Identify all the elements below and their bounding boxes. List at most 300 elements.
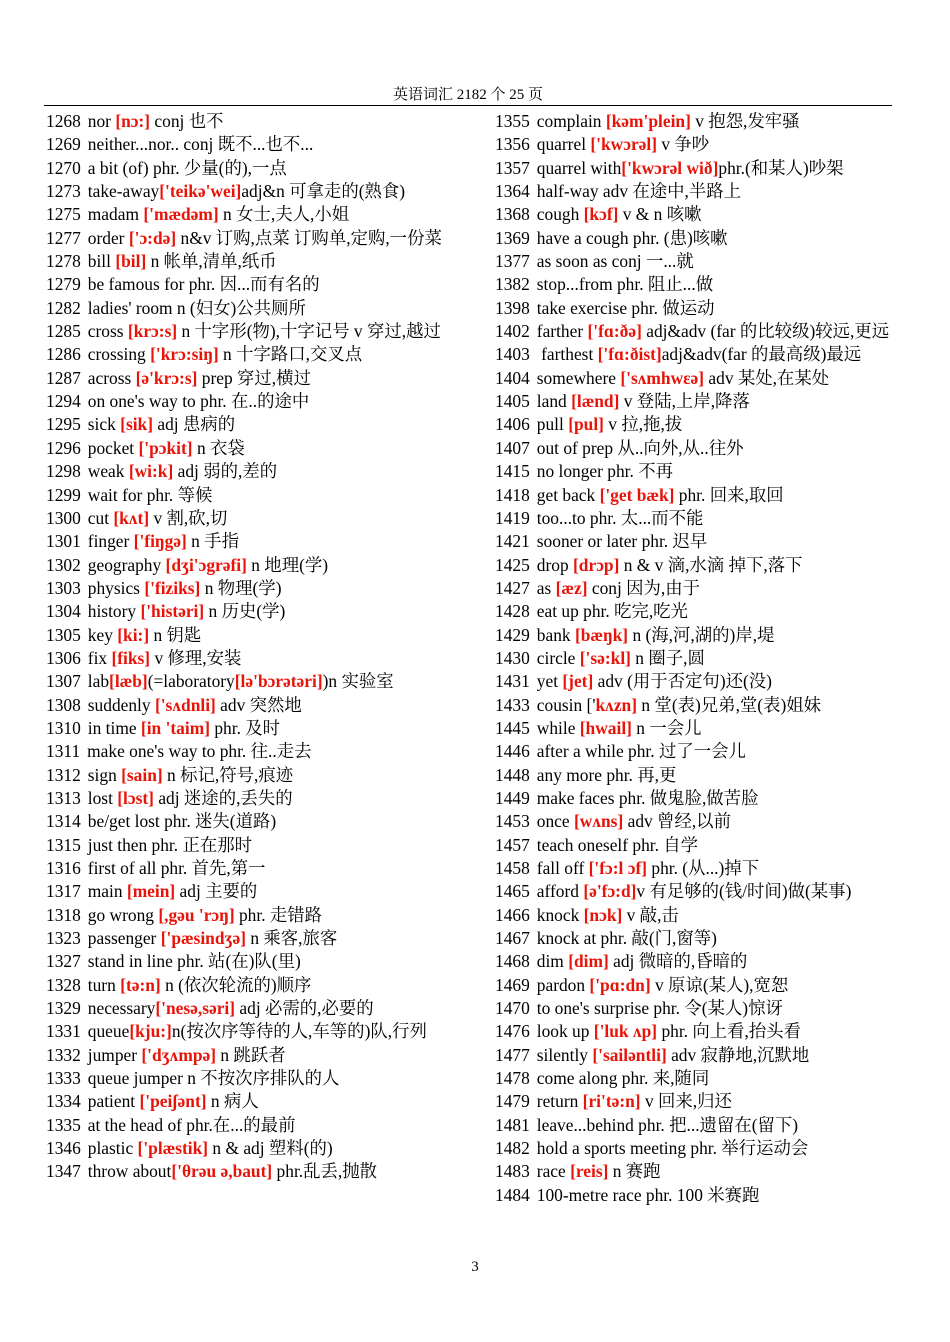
entry-word: silently	[536, 1044, 593, 1065]
entry-word: stand in line phr. 站(在)队(里)	[87, 951, 301, 972]
entry-word: queue jumper n 不按次序排队的人	[87, 1068, 340, 1089]
vocab-entry	[495, 1114, 895, 1137]
entry-number: 1377	[495, 251, 530, 272]
vocab-entry	[46, 787, 464, 810]
entry-word: main	[87, 881, 127, 902]
entry-phonetic: ['pɔkit]	[138, 437, 193, 458]
entry-definition: n & adj 塑料(的)	[208, 1138, 333, 1159]
entry-definition: adj 患病的	[153, 414, 236, 435]
entry-phonetic: [ki:]	[117, 624, 150, 645]
entry-phonetic: [lænd]	[571, 391, 620, 412]
entry-definition: n 圈子,圆	[630, 647, 705, 668]
entry-number: 1332	[46, 1044, 81, 1065]
entry-word: sick	[87, 414, 121, 435]
vocab-entry	[46, 880, 464, 903]
entry-number: 1277	[46, 227, 81, 248]
entry-number: 1318	[46, 904, 81, 925]
entry-word: be famous for phr. 因...而有名的	[87, 274, 320, 295]
entry-number: 1333	[46, 1068, 81, 1089]
entry-number: 1403	[495, 344, 530, 365]
entry-number: 1285	[46, 321, 81, 342]
entry-word: neither...nor.. conj 既不...也不...	[87, 134, 314, 155]
entry-definition: n 钥匙	[149, 624, 202, 645]
vocab-entry	[46, 413, 464, 436]
vocab-entry	[495, 1067, 895, 1090]
entry-word: land	[536, 391, 572, 412]
entry-word: farther	[536, 321, 588, 342]
entry-number: 1445	[495, 717, 530, 738]
entry-number: 1275	[46, 204, 81, 225]
entry-word: cough	[536, 204, 584, 225]
vocab-entry	[495, 974, 895, 997]
vocab-entry	[46, 180, 464, 203]
vocab-entry	[46, 974, 464, 997]
vocab-entry	[46, 297, 464, 320]
entry-word: leave...behind phr. 把...遗留在(留下)	[536, 1114, 799, 1135]
entry-phonetic: [lɔst]	[117, 787, 154, 808]
entry-word: knock at phr. 敲(门,窗等)	[536, 928, 717, 949]
vocab-entry	[46, 624, 464, 647]
entry-definition: n 历史(学)	[204, 601, 286, 622]
entry-word: make one's way to phr. 往..走去	[87, 741, 312, 762]
entry-phonetic: [dʒi'ɔgrəfi]	[165, 554, 247, 575]
entry-number: 1301	[46, 531, 81, 552]
page-header: 英语词汇 2182 个 25 页	[392, 87, 543, 103]
vocab-entry	[495, 110, 895, 133]
entry-number: 1327	[46, 951, 81, 972]
entry-number: 1335	[46, 1114, 81, 1135]
entry-word: bill	[87, 251, 116, 272]
vocab-entry	[46, 273, 464, 296]
entry-phonetic: [bæŋk]	[574, 624, 629, 645]
entry-definition: n 标记,符号,痕迹	[162, 764, 294, 785]
entry-number: 1467	[495, 928, 530, 949]
entry-phonetic: ['fɑ:ðist]	[597, 344, 662, 365]
vocab-entry	[495, 180, 895, 203]
entry-word: hold a sports meeting phr. 举行运动会	[536, 1138, 809, 1159]
entry-word: physics	[87, 577, 145, 598]
entry-phonetic: [tə:n]	[120, 974, 161, 995]
vocab-entry	[495, 577, 895, 600]
right-column	[495, 110, 895, 1207]
entry-word: any more phr. 再,更	[536, 764, 677, 785]
entry-number: 1296	[46, 437, 81, 458]
entry-phonetic: ['kwɔrəl]	[590, 134, 658, 155]
vocab-entry	[46, 554, 464, 577]
entry-word: quarrel with	[536, 157, 622, 178]
entry-word: queue	[87, 1021, 130, 1042]
entry-word: make faces phr. 做鬼脸,做苦脸	[536, 787, 759, 808]
vocab-entry	[495, 460, 895, 483]
entry-word: take exercise phr. 做运动	[536, 297, 715, 318]
entry-word: pardon	[536, 974, 590, 995]
entry-number: 1273	[46, 181, 81, 202]
vocab-entry	[495, 857, 895, 880]
vocab-entry	[495, 1137, 895, 1160]
entry-word: weak	[87, 461, 129, 482]
entry-definition: n 十字路口,交叉点	[218, 344, 363, 365]
entry-word: cross	[87, 321, 128, 342]
vocab-entry	[495, 927, 895, 950]
entry-word: turn	[87, 974, 121, 995]
header-rule	[44, 105, 892, 106]
entry-phonetic: [læb]	[109, 671, 148, 692]
vocab-entry	[495, 530, 895, 553]
entry-number: 1469	[495, 974, 530, 995]
entry-definition: n 堂(表)兄弟,堂(表)姐妹	[637, 694, 822, 715]
vocab-entry	[46, 1137, 464, 1160]
vocab-entry	[46, 740, 464, 763]
entry-number: 1355	[495, 111, 530, 131]
entry-phonetic: [fiks]	[111, 647, 151, 668]
vocab-entry	[495, 133, 895, 156]
entry-definition: prep 穿过,横过	[197, 367, 311, 388]
entry-word: in time	[87, 717, 141, 738]
entry-word: complain	[536, 111, 606, 131]
entry-number: 1431	[495, 671, 530, 692]
entry-phonetic: [ri'tə:n]	[582, 1091, 641, 1112]
vocab-entry	[495, 694, 895, 717]
entry-definition: adj 弱的,差的	[173, 461, 278, 482]
entry-number: 1468	[495, 951, 530, 972]
vocab-entry	[46, 694, 464, 717]
entry-word: look up	[536, 1021, 594, 1042]
entry-number: 1418	[495, 484, 530, 505]
vocab-entry	[495, 273, 895, 296]
entry-definition: n 乘客,旅客	[245, 928, 338, 949]
vocab-entry	[495, 717, 895, 740]
entry-number: 1294	[46, 391, 81, 412]
entry-definition: adv (用于否定句)还(没)	[593, 671, 772, 692]
vocab-entry	[495, 203, 895, 226]
entry-definition: v 回来,归还	[640, 1091, 732, 1112]
vocab-entry	[46, 367, 464, 390]
entry-number: 1429	[495, 624, 530, 645]
vocab-entry	[495, 810, 895, 833]
entry-phonetic: ['fɑ:ðə]	[587, 321, 642, 342]
entry-phonetic: [hwail]	[579, 717, 632, 738]
entry-word: to one's surprise phr. 令(某人)惊讶	[536, 998, 783, 1019]
vocab-entry	[46, 950, 464, 973]
entry-number: 1364	[495, 181, 530, 202]
entry-word: 100-metre race phr. 100 米赛跑	[536, 1184, 760, 1205]
entry-word: afford	[536, 881, 584, 902]
entry-phonetic: ['fiŋgə]	[133, 531, 187, 552]
entry-definition: v 修理,安装	[150, 647, 242, 668]
vocab-entry	[495, 1020, 895, 1043]
vocab-entry	[46, 997, 464, 1020]
entry-word: plastic	[87, 1138, 138, 1159]
entry-number: 1357	[495, 157, 530, 178]
entry-word: after a while phr. 过了一会儿	[536, 741, 746, 762]
entry-phonetic: ['sʌmhwεə]	[620, 367, 705, 388]
entry-phonetic: ['sʌdnli]	[154, 694, 216, 715]
entry-number: 1481	[495, 1114, 530, 1135]
entry-number: 1302	[46, 554, 81, 575]
entry-number: 1428	[495, 601, 530, 622]
vocab-entry	[495, 997, 895, 1020]
entry-word: out of prep 从..向外,从..往外	[536, 437, 744, 458]
entry-definition: conj 也不	[150, 111, 224, 131]
vocab-entry	[46, 437, 464, 460]
vocab-entry	[46, 507, 464, 530]
entry-number: 1484	[495, 1184, 530, 1205]
entry-number: 1465	[495, 881, 530, 902]
entry-phonetic: ['ɔ:də]	[128, 227, 177, 248]
entry-number: 1282	[46, 297, 81, 318]
vocab-entry	[495, 624, 895, 647]
entry-definition: n 跳跃者	[216, 1044, 286, 1065]
entry-word: key	[87, 624, 118, 645]
entry-phonetic: [wʌns]	[573, 811, 624, 832]
vocab-entry	[495, 320, 895, 343]
vocab-entry	[46, 600, 464, 623]
entry-phonetic: [mein]	[126, 881, 176, 902]
entry-number: 1427	[495, 577, 530, 598]
entry-definition: v 登陆,上岸,降落	[619, 391, 750, 412]
entry-word: eat up phr. 吃完,吃光	[536, 601, 688, 622]
entry-word: just then phr. 正在那时	[87, 834, 253, 855]
entry-phonetic: ['fɔ:l ɔf]	[588, 858, 648, 878]
entry-number: 1307	[46, 671, 81, 692]
vocab-entry	[46, 834, 464, 857]
vocab-entry	[46, 1020, 464, 1043]
entry-phonetic: [,gəu 'rɔŋ]	[158, 904, 235, 925]
entry-word: at the head of phr.在...的最前	[87, 1114, 296, 1135]
vocab-entry	[46, 1090, 464, 1113]
entry-word: order	[87, 227, 129, 248]
entry-number: 1303	[46, 577, 81, 598]
entry-number: 1477	[495, 1044, 530, 1065]
entry-definition: n (依次轮流的)顺序	[160, 974, 312, 995]
entry-word: history	[87, 601, 141, 622]
entry-word: geography	[87, 554, 166, 575]
entry-number: 1398	[495, 297, 530, 318]
entry-word: cousin ['	[536, 694, 596, 715]
entry-definition: n 地理(学)	[246, 554, 329, 575]
entry-definition: v 拉,拖,拔	[603, 414, 683, 435]
vocab-entry	[46, 320, 464, 343]
vocab-entry	[46, 1067, 464, 1090]
entry-definition: v 有足够的(钱/时间)做(某事)	[636, 881, 852, 902]
entry-phonetic: ['plæstik]	[137, 1138, 209, 1159]
entry-number: 1312	[46, 764, 81, 785]
entry-word: cut	[87, 507, 114, 528]
entry-phonetic: [nɔ:]	[115, 111, 151, 131]
entry-number: 1478	[495, 1068, 530, 1089]
entry-number: 1286	[46, 344, 81, 365]
vocab-entry	[495, 507, 895, 530]
vocab-entry	[495, 1044, 895, 1067]
entry-number: 1331	[46, 1021, 81, 1042]
entry-number: 1287	[46, 367, 81, 388]
entry-definition: adj 迷途的,丢失的	[153, 787, 293, 808]
vocab-entry	[46, 927, 464, 950]
entry-phonetic: kʌzn]	[595, 694, 638, 715]
entry-number: 1279	[46, 274, 81, 295]
vocab-entry	[495, 1160, 895, 1183]
entry-number: 1466	[495, 904, 530, 925]
entry-phonetic: [in 'taim]	[140, 717, 210, 738]
entry-word: get back	[536, 484, 600, 505]
vocab-entry	[46, 133, 464, 156]
vocab-entry	[495, 904, 895, 927]
page-number: 3	[471, 1259, 479, 1275]
entry-word: knock	[536, 904, 584, 925]
entry-definition: v & n 咳嗽	[618, 204, 702, 225]
vocab-entry	[495, 764, 895, 787]
vocab-entry	[495, 297, 895, 320]
vocab-entry	[495, 343, 895, 366]
entry-definition: adv 曾经,以前	[623, 811, 731, 832]
entry-number: 1419	[495, 507, 530, 528]
entry-phonetic: ['mædəm]	[143, 204, 219, 225]
entry-definition: phr. (从...)掉下	[647, 858, 760, 878]
vocab-entry	[46, 764, 464, 787]
entry-word: too...to phr. 太...而不能	[536, 507, 704, 528]
entry-number: 1470	[495, 998, 530, 1019]
entry-word: lost	[87, 787, 118, 808]
entry-word: crossing	[87, 344, 151, 365]
entry-phonetic: [krɔ:s]	[127, 321, 178, 342]
entry-number: 1430	[495, 647, 530, 668]
entry-word: stop...from phr. 阻止...做	[536, 274, 714, 295]
vocab-entry	[495, 600, 895, 623]
entry-number: 1449	[495, 787, 530, 808]
vocab-entry	[46, 1044, 464, 1067]
entry-number: 1270	[46, 157, 81, 178]
entry-number: 1407	[495, 437, 530, 458]
entry-number: 1304	[46, 601, 81, 622]
entry-number: 1334	[46, 1091, 81, 1112]
vocab-entry	[495, 1090, 895, 1113]
vocab-entry	[46, 110, 464, 133]
entry-definition: adj&n 可拿走的(熟食)	[241, 181, 406, 202]
entry-word: somewhere	[536, 367, 621, 388]
entry-definition: v 敲,击	[622, 904, 679, 925]
entry-word: a bit (of) phr. 少量(的),一点	[87, 157, 287, 178]
vocab-entry	[46, 810, 464, 833]
entry-word: suddenly	[87, 694, 155, 715]
entry-number: 1453	[495, 811, 530, 832]
entry-definition: n 病人	[206, 1091, 259, 1112]
vocab-entry	[495, 670, 895, 693]
entry-phonetic: ['dʒʌmpə]	[141, 1044, 217, 1065]
entry-phonetic: [kʌt]	[113, 507, 150, 528]
entry-word: once	[536, 811, 574, 832]
entry-word: across	[87, 367, 136, 388]
entry-phonetic: ['teikə'wei]	[159, 181, 242, 202]
entry-definition: adv 某处,在某处	[704, 367, 830, 388]
entry-definition: phr. 走错路	[234, 904, 323, 925]
entry-definition: adv 寂静地,沉默地	[666, 1044, 810, 1065]
entry-word: sign	[87, 764, 122, 785]
entry-phonetic: ['luk ʌp]	[593, 1021, 658, 1042]
entry-number: 1300	[46, 507, 81, 528]
vocab-entry	[46, 717, 464, 740]
entry-number: 1406	[495, 414, 530, 435]
entry-word: fix	[87, 647, 112, 668]
entry-word: passenger	[87, 928, 161, 949]
entry-word: take-away	[87, 181, 160, 202]
entry-definition: phr.(和某人)吵架	[718, 157, 844, 178]
entry-definition: n & v 滴,水滴 掉下,落下	[619, 554, 803, 575]
entry-number: 1479	[495, 1091, 530, 1112]
vocab-entry	[46, 670, 464, 693]
entry-number: 1298	[46, 461, 81, 482]
entry-number: 1482	[495, 1138, 530, 1159]
entry-definition: conj 因为,由于	[587, 577, 701, 598]
entry-definition: adj 主要的	[175, 881, 258, 902]
entry-word: lab	[87, 671, 110, 692]
entry-phonetic: ['θrəu ə,baut]	[171, 1161, 273, 1182]
entry-word: drop	[536, 554, 574, 575]
vocab-entry	[495, 390, 895, 413]
entry-phonetic: [sik]	[120, 414, 154, 435]
entry-definition: n 手指	[186, 531, 239, 552]
vocab-entry	[495, 740, 895, 763]
entry-definition: n 帐单,清单,纸币	[146, 251, 277, 272]
entry-definition: n (海,河,湖的)岸,堤	[628, 624, 775, 645]
entry-number: 1425	[495, 554, 530, 575]
entry-number: 1433	[495, 694, 530, 715]
entry-phonetic: ['peiʃənt]	[139, 1091, 207, 1112]
entry-word: finger	[87, 531, 134, 552]
entry-number: 1308	[46, 694, 81, 715]
entry-definition: phr. 向上看,抬头看	[657, 1021, 802, 1042]
vocab-entry	[46, 530, 464, 553]
entry-phonetic: ['get bæk]	[599, 484, 675, 505]
vocab-entry	[495, 437, 895, 460]
entry-definition: v 争吵	[657, 134, 710, 155]
vocab-entry	[495, 1184, 895, 1207]
entry-word: while	[536, 717, 580, 738]
entry-number: 1306	[46, 647, 81, 668]
entry-word: pocket	[87, 437, 139, 458]
entry-phonetic: [wi:k]	[128, 461, 174, 482]
entry-definition: phr. 回来,取回	[674, 484, 784, 505]
entry-phonetic: [nɔk]	[583, 904, 623, 925]
vocab-entry	[495, 367, 895, 390]
entry-word: sooner or later phr. 迟早	[536, 531, 708, 552]
entry-definition: n 衣袋	[192, 437, 245, 458]
entry-definition: adj&adv(far 的最高级)最远	[661, 344, 862, 365]
vocab-entry	[46, 1160, 464, 1183]
entry-word: throw about	[87, 1161, 172, 1182]
entry-number: 1347	[46, 1161, 81, 1182]
entry-definition: (=laboratory	[147, 671, 235, 692]
entry-number: 1329	[46, 998, 81, 1019]
entry-number: 1316	[46, 858, 81, 878]
entry-number: 1315	[46, 834, 81, 855]
entry-word: circle	[536, 647, 580, 668]
entry-number: 1278	[46, 251, 81, 272]
entry-number: 1311	[46, 741, 81, 762]
entry-phonetic: ['pɑ:dn]	[589, 974, 651, 995]
entry-number: 1382	[495, 274, 530, 295]
entry-word: quarrel	[536, 134, 591, 155]
vocab-entry	[495, 413, 895, 436]
entry-definition: phr.乱丢,抛散	[272, 1161, 378, 1182]
entry-word: as soon as conj 一...就	[536, 251, 694, 272]
vocab-entry	[495, 484, 895, 507]
entry-number: 1317	[46, 881, 81, 902]
entry-definition: adv 突然地	[215, 694, 302, 715]
entry-word: dim	[536, 951, 569, 972]
entry-phonetic: ['fiziks]	[144, 577, 201, 598]
entry-phonetic: ['nesə,səri]	[155, 998, 236, 1019]
entry-word: wait for phr. 等候	[87, 484, 213, 505]
